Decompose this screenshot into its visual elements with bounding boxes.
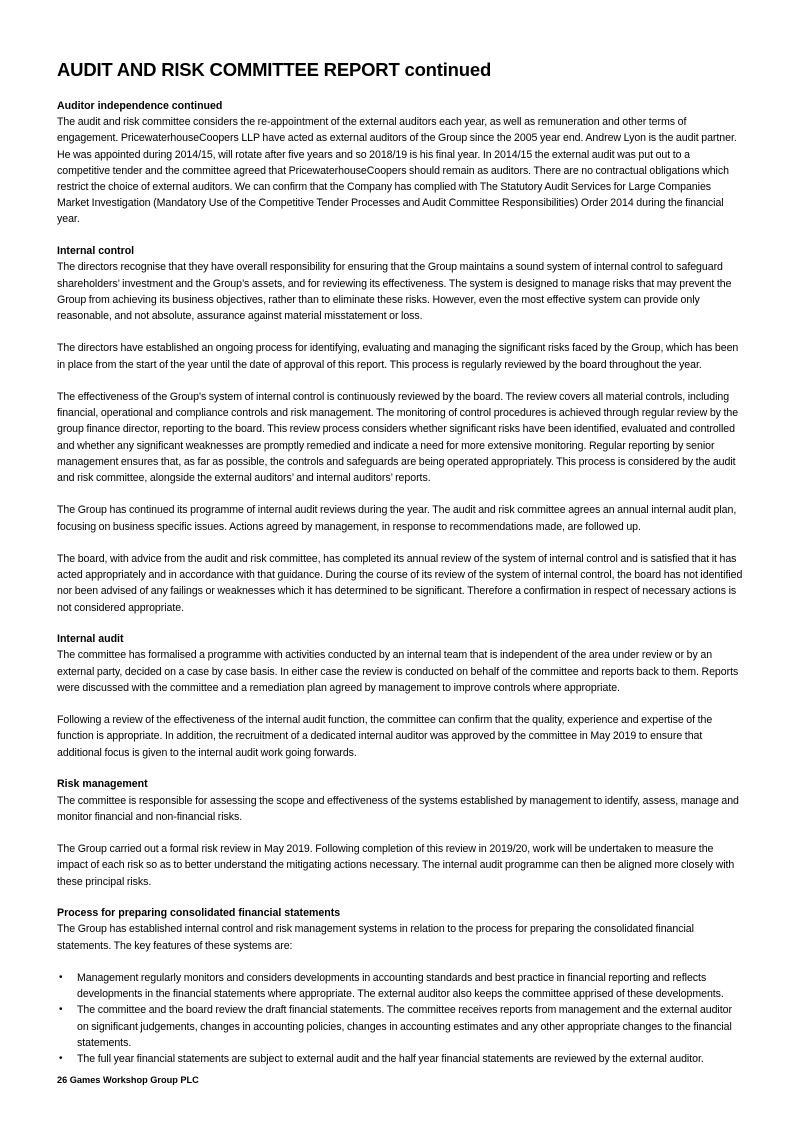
page-title: AUDIT AND RISK COMMITTEE REPORT continued <box>57 59 492 80</box>
list-item-text: The full year financial statements are subject to external audit and the half year financial statements are reviewed by the external auditor. <box>77 1053 704 1066</box>
paragraph: The committee has formalised a programme with activities conducted by an internal team that is independent of the area under review or by an external party, decided on a case by case basis. In either case the review is conducted on behalf of the committee and reports back to them. Reports were discussed with the committee and a remediation plan agreed by management to improve controls where appropriate. <box>57 649 739 694</box>
paragraph: The audit and risk committee considers the re-appointment of the external auditors each year, as well as remuneration and other terms of engagement. PricewaterhouseCoopers LLP have acted as external auditors of the Group since the 2005 year end. Andrew Lyon is the audit partner. He was appointed during 2014/15, will rotate after five years and so 2018/19 is his final year. In 2014/15 the external audit was put out to a competitive tender and the committee agreed that PricewaterhouseCoopers should remain as auditors. There are no contractual obligations which restrict the choice of external auditors. We can confirm that the Company has complied with The Statutory Audit Services for Large Companies Market Investigation (Mandatory Use of the Competitive Tender Processes and Audit Committee Responsibilities) Order 2014 during the financial year. <box>57 116 737 226</box>
bullet-list <box>57 970 745 1067</box>
section-internal-audit <box>57 631 745 761</box>
bullet-icon: • <box>59 1053 63 1065</box>
section-heading: Process for preparing consolidated financial statements <box>57 907 341 920</box>
section-internal-control <box>57 243 745 616</box>
section-financial-statements-process <box>57 905 745 1067</box>
paragraph: The effectiveness of the Group's system of internal control is continuously reviewed by the board. The review covers all material controls, including financial, operational and compliance controls and risk management. The monitoring of control procedures is achieved through regular review by the group finance director, reporting to the board. This review process considers whether significant risks have been identified, evaluated and controlled and whether any significant weaknesses are promptly remedied and indicate a need for more extensive monitoring. Regular reporting by senior management ensures that, as far as possible, the controls and safeguards are being operated appropriately. This process is considered by the audit and risk committee, alongside the external auditors’ and internal auditors’ reports. <box>57 390 739 484</box>
list-item-text: Management regularly monitors and considers developments in accounting standards and best practice in financial reporting and reflects developments in the financial statements where appropriate. The external auditor also keeps the committee apprised of these developments. <box>77 972 724 1001</box>
section-auditor-independence <box>57 98 745 228</box>
paragraph: The directors recognise that they have overall responsibility for ensuring that the Group maintains a sound system of internal control to safeguard shareholders’ investment and the Group’s assets, and for reviewing its effectiveness. The system is designed to manage risks that may prevent the Group from achieving its business objectives, rather than to eliminate these risks. However, even the most effective system can provide only reasonable, and not absolute, assurance against material misstatement or loss. <box>57 261 732 322</box>
list-item <box>57 1002 745 1051</box>
paragraph: The committee is responsible for assessing the scope and effectiveness of the systems established by management to identify, assess, manage and monitor financial and non-financial risks. <box>57 794 739 823</box>
list-item <box>57 970 745 1002</box>
section-risk-management <box>57 776 745 889</box>
section-heading: Risk management <box>57 778 148 791</box>
paragraph: The board, with advice from the audit and risk committee, has completed its annual review of the system of internal control and is satisfied that it has acted appropriately and in accordance with that guidance. During the course of its review of the system of internal control, the board has not identified nor been advised of any failings or weaknesses which it has determined to be significant. Therefore a confirmation in respect of necessary actions is not considered appropriate. <box>57 552 743 614</box>
list-item <box>57 1051 745 1067</box>
bullet-icon: • <box>59 1004 63 1016</box>
section-heading: Internal control <box>57 245 135 258</box>
document-page <box>57 58 745 1083</box>
paragraph: Following a review of the effectiveness of the internal audit function, the committee can confirm that the quality, experience and expertise of the function is appropriate. In addition, the recruitment of a dedicated internal auditor was approved by the committee in May 2019 to ensure that additional focus is given to the internal audit work going forwards. <box>57 714 713 759</box>
section-heading: Auditor independence continued <box>57 100 223 112</box>
bullet-icon: • <box>59 972 63 984</box>
page-footer: 26 Games Workshop Group PLC <box>57 1075 199 1085</box>
paragraph: The Group has continued its programme of internal audit reviews during the year. The audit and risk committee agrees an annual internal audit plan, focusing on business specific issues. Actions agreed by management, in response to recommendations made, are followed up. <box>57 504 737 533</box>
list-item-text: The committee and the board review the draft financial statements. The committee receives reports from management and the external auditor on significant judgements, changes in accounting policies, changes in accounting estimates and any other appropriate changes to the financial statements. <box>77 1004 732 1049</box>
paragraph: The directors have established an ongoing process for identifying, evaluating and managing the significant risks faced by the Group, which has been in place from the start of the year until the date of approval of this report. This process is regularly reviewed by the board throughout the year. <box>57 342 739 371</box>
section-heading: Internal audit <box>57 633 124 646</box>
paragraph: The Group carried out a formal risk review in May 2019. Following completion of this review in 2019/20, work will be undertaken to measure the impact of each risk so as to better understand the mitigating actions necessary. The internal audit programme can then be aligned more closely with these principal risks. <box>57 843 735 888</box>
paragraph: The Group has established internal control and risk management systems in relation to the process for preparing the consolidated financial statements. The key features of these systems are: <box>57 923 694 952</box>
